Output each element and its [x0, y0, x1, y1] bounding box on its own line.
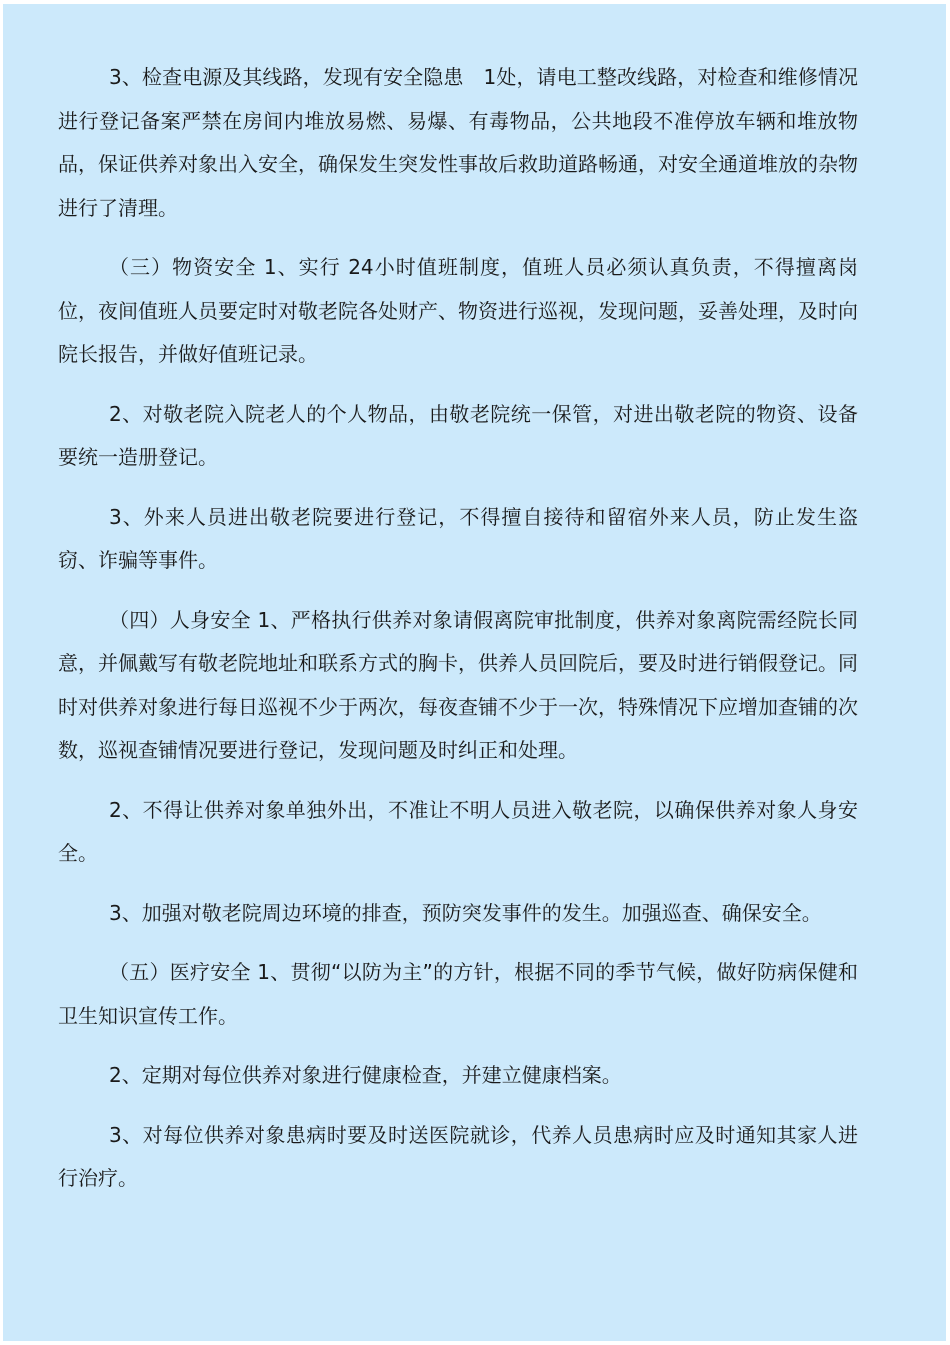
paragraph-surroundings-inspection: 3、加强对敬老院周边环境的排查，预防突发事件的发生。加强巡查、确保安全。 [109, 900, 822, 925]
document-body [58, 56, 858, 1217]
paragraph-personal-belongings: 2、对敬老院入院老人的个人物品，由敬老院统一保管，对进出敬老院的物资、设备要统一造册登记。 [58, 401, 858, 469]
paragraph-electrical-check: 3、检查电源及其线路，发现有安全隐患 1处，请电工整改线路，对检查和维修情况进行登记备案严禁在房间内堆放易燃、易爆、有毒物品，公共地段不准停放车辆和堆放物品，保证供养对象出入安全，确保发生突发性事故后救助道路畅通，对安全通道堆放的杂物进行了清理。 [58, 65, 858, 220]
paragraph-material-safety-duty: （三）物资安全 1、实行 24小时值班制度，值班人员必须认真负责，不得擅离岗位，夜间值班人员要定时对敬老院各处财产、物资进行巡视，发现问题，妥善处理，及时向院长报告，并做好值班记录。 [58, 255, 858, 366]
paragraph-visitor-registration: 3、外来人员进出敬老院要进行登记，不得擅自接待和留宿外来人员，防止发生盗窃、诈骗等事件。 [58, 504, 858, 572]
paragraph-medical-safety-prevention: （五）医疗安全 1、贯彻“以防为主”的方针，根据不同的季节气候，做好防病保健和卫生知识宣传工作。 [58, 960, 858, 1028]
document-page [3, 4, 946, 1341]
paragraph-personal-safety-leave: （四）人身安全 1、严格执行供养对象请假离院审批制度，供养对象离院需经院长同意，并佩戴写有敬老院地址和联系方式的胸卡，供养人员回院后，要及时进行销假登记。同时对供养对象进行每日巡视不少于两次，每夜查铺不少于一次，特殊情况下应增加查铺的次数，巡视查铺情况要进行登记，发现问题及时纠正和处理。 [58, 607, 858, 762]
paragraph-illness-treatment: 3、对每位供养对象患病时要及时送医院就诊，代养人员患病时应及时通知其家人进行治疗。 [58, 1122, 858, 1190]
paragraph-no-solo-outing: 2、不得让供养对象单独外出，不准让不明人员进入敬老院，以确保供养对象人身安全。 [58, 797, 858, 865]
paragraph-health-checkup: 2、定期对每位供养对象进行健康检查，并建立健康档案。 [109, 1063, 622, 1087]
